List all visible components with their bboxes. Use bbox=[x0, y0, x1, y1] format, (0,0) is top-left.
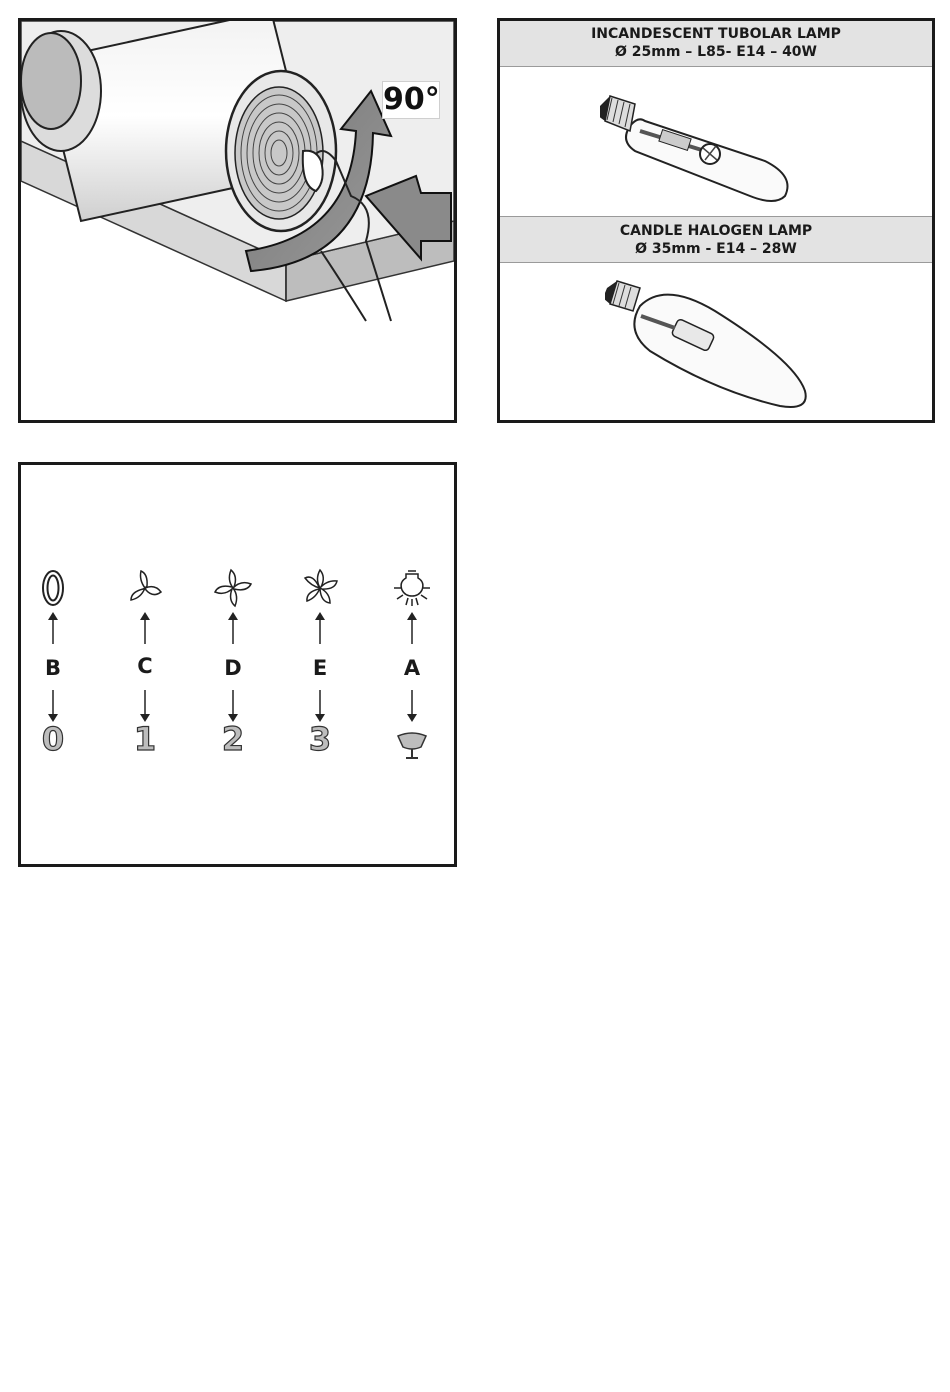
tubular-lamp-image bbox=[600, 76, 810, 206]
control-value: 1 bbox=[133, 720, 157, 758]
control-letter: D bbox=[224, 656, 242, 680]
arrow-down-icon bbox=[314, 690, 326, 722]
control-value: 0 bbox=[41, 720, 65, 758]
rotation-angle-badge: 90° bbox=[383, 82, 440, 117]
arrow-up-icon bbox=[406, 612, 418, 644]
install-illustration-panel bbox=[18, 18, 457, 423]
control-column-light bbox=[382, 560, 442, 770]
control-column-off bbox=[23, 560, 83, 770]
control-letter: E bbox=[312, 656, 328, 680]
off-zero-icon bbox=[23, 568, 83, 608]
lamp1-header bbox=[500, 21, 932, 67]
arrow-up-icon bbox=[227, 612, 239, 644]
light-bulb-icon bbox=[382, 568, 442, 608]
control-column-speed-2 bbox=[203, 560, 263, 770]
fan-speed-1-icon bbox=[115, 568, 175, 608]
lamp2-title: CANDLE HALOGEN LAMP bbox=[619, 223, 813, 239]
fan-speed-3-icon bbox=[290, 568, 350, 608]
controls-panel bbox=[18, 462, 457, 867]
lamp-specs-panel bbox=[497, 18, 935, 423]
control-column-speed-3 bbox=[290, 560, 350, 770]
arrow-down-icon bbox=[227, 690, 239, 722]
fan-speed-2-icon bbox=[203, 568, 263, 608]
lamp1-spec: Ø 25mm – L85- E14 – 40W bbox=[615, 44, 817, 60]
control-value: 3 bbox=[308, 720, 332, 758]
lamp1-title: INCANDESCENT TUBOLAR LAMP bbox=[591, 26, 841, 42]
arrow-down-icon bbox=[406, 690, 418, 722]
control-letter: B bbox=[44, 656, 61, 680]
arrow-down-icon bbox=[139, 690, 151, 722]
arrow-up-icon bbox=[47, 612, 59, 644]
arrow-up-icon bbox=[139, 612, 151, 644]
arrow-down-icon bbox=[47, 690, 59, 722]
light-icon bbox=[395, 730, 429, 760]
control-letter: A bbox=[403, 656, 421, 680]
lamp2-spec: Ø 35mm - E14 – 28W bbox=[635, 241, 797, 257]
candle-lamp-image bbox=[605, 276, 820, 416]
control-column-speed-1 bbox=[115, 560, 175, 770]
control-value: 2 bbox=[221, 720, 245, 758]
lamp2-header bbox=[500, 216, 932, 263]
control-letter: C bbox=[137, 654, 153, 678]
arrow-up-icon bbox=[314, 612, 326, 644]
